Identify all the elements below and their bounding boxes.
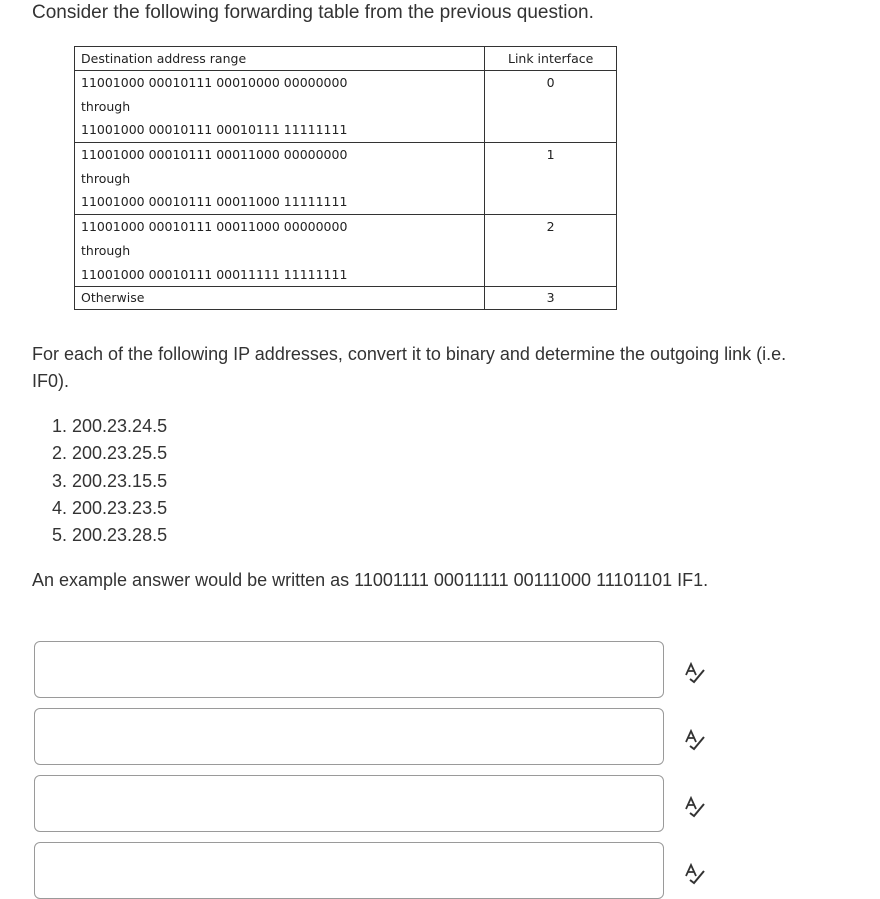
list-item: 3. 200.23.15.5 bbox=[72, 468, 167, 495]
link-value: 1 bbox=[546, 147, 555, 163]
range-end: 11001000 00010111 00010111 11111111 bbox=[81, 122, 348, 138]
table-row bbox=[75, 215, 617, 287]
range-cell bbox=[75, 71, 485, 143]
forwarding-table bbox=[74, 46, 617, 310]
list-item: 1. 200.23.24.5 bbox=[72, 413, 167, 440]
table-row-otherwise bbox=[75, 287, 617, 310]
question-text: For each of the following IP addresses, convert it to binary and determine the outgoing link (i.e. IF0). bbox=[32, 344, 787, 391]
spell-check-icon[interactable] bbox=[683, 796, 707, 818]
list-item: 5. 200.23.28.5 bbox=[72, 522, 167, 549]
table-header-row bbox=[75, 47, 617, 71]
link-value: 2 bbox=[546, 219, 555, 235]
intro-text: Consider the following forwarding table from the previous question. bbox=[32, 2, 594, 23]
list-item: 2. 200.23.25.5 bbox=[72, 440, 167, 467]
answer-field-1[interactable] bbox=[34, 641, 664, 698]
link-cell bbox=[485, 143, 617, 215]
range-through: through bbox=[81, 242, 131, 258]
range-through: through bbox=[81, 170, 131, 186]
range-end: 11001000 00010111 00011000 11111111 bbox=[81, 194, 348, 210]
link-value: 0 bbox=[546, 75, 555, 90]
header-destination-range: Destination address range bbox=[75, 47, 485, 71]
answer-field-2[interactable] bbox=[34, 708, 664, 765]
list-item: 4. 200.23.23.5 bbox=[72, 495, 167, 522]
range-start: 11001000 00010111 00011000 00000000 bbox=[81, 147, 348, 163]
answer-field-3[interactable] bbox=[34, 775, 664, 832]
spell-check-icon[interactable] bbox=[683, 863, 707, 885]
range-end: 11001000 00010111 00011111 11111111 bbox=[81, 266, 348, 282]
table-row bbox=[75, 143, 617, 215]
range-through: through bbox=[81, 98, 131, 114]
link-cell bbox=[485, 71, 617, 143]
example-text: An example answer would be written as 11001111 00011111 00111000 11101101 IF1. bbox=[32, 570, 709, 590]
answer-field-4[interactable] bbox=[34, 842, 664, 899]
range-cell bbox=[75, 143, 485, 215]
ip-address-list bbox=[44, 413, 167, 549]
link-cell bbox=[485, 215, 617, 287]
spell-check-icon[interactable] bbox=[683, 729, 707, 751]
range-start: 11001000 00010111 00011000 00000000 bbox=[81, 219, 348, 235]
range-start: 11001000 00010111 00010000 00000000 bbox=[81, 75, 348, 90]
spell-check-icon[interactable] bbox=[683, 662, 707, 684]
table-row bbox=[75, 71, 617, 143]
otherwise-label: Otherwise bbox=[75, 287, 485, 310]
header-link-interface: Link interface bbox=[485, 47, 617, 71]
range-cell bbox=[75, 215, 485, 287]
otherwise-link: 3 bbox=[485, 287, 617, 310]
